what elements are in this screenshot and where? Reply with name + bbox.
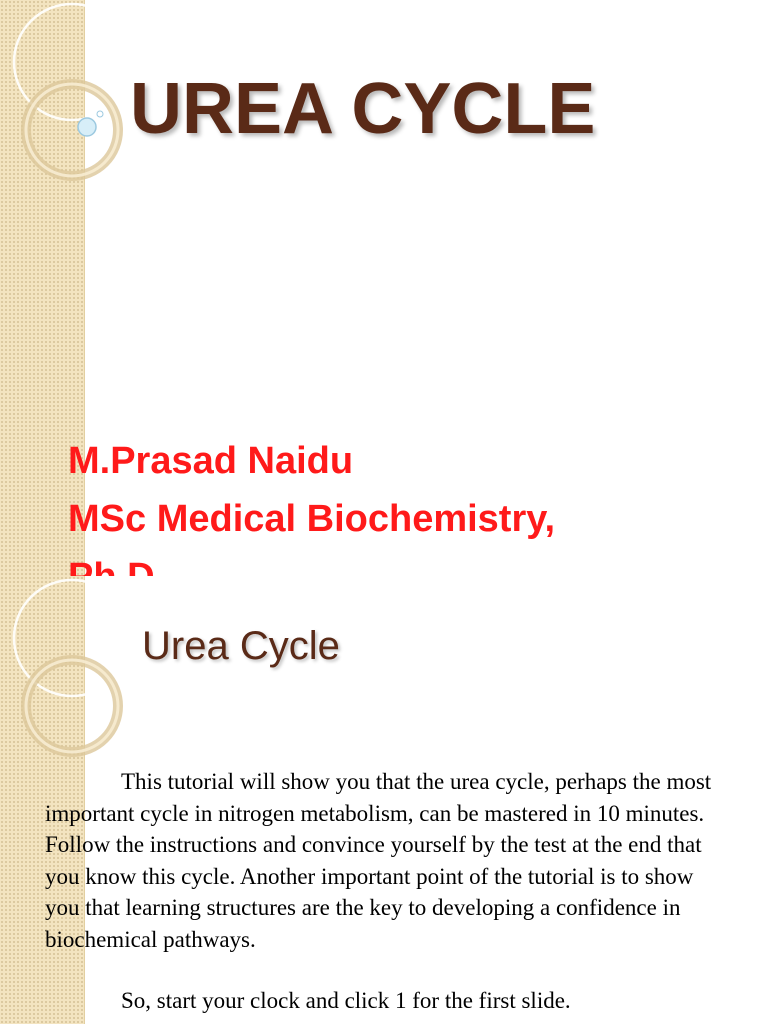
slide-title: UREA CYCLE <box>130 69 596 149</box>
paragraph: This tutorial will show you that the urea cycle, perhaps the most important cycle in nitrogen metabolism, can be mastered in 10 minutes. Follow the instructions and convince yourself by the test at the end that you know this cycle. Another important point of the tutorial is to show you that learning structures are the key to developing a confidence in biochemical pathways. <box>45 769 712 952</box>
paragraph: So, start your clock and click 1 for the first slide. <box>121 988 571 1013</box>
author-name: M.Prasad Naidu <box>68 440 354 482</box>
decorative-rings-icon <box>0 576 140 776</box>
slide-title: Urea Cycle <box>142 624 340 668</box>
author-degree: MSc Medical Biochemistry, <box>68 498 556 540</box>
decorative-rings-icon <box>0 0 140 200</box>
tutorial-text <box>45 766 725 1017</box>
content-slide <box>0 576 768 1024</box>
